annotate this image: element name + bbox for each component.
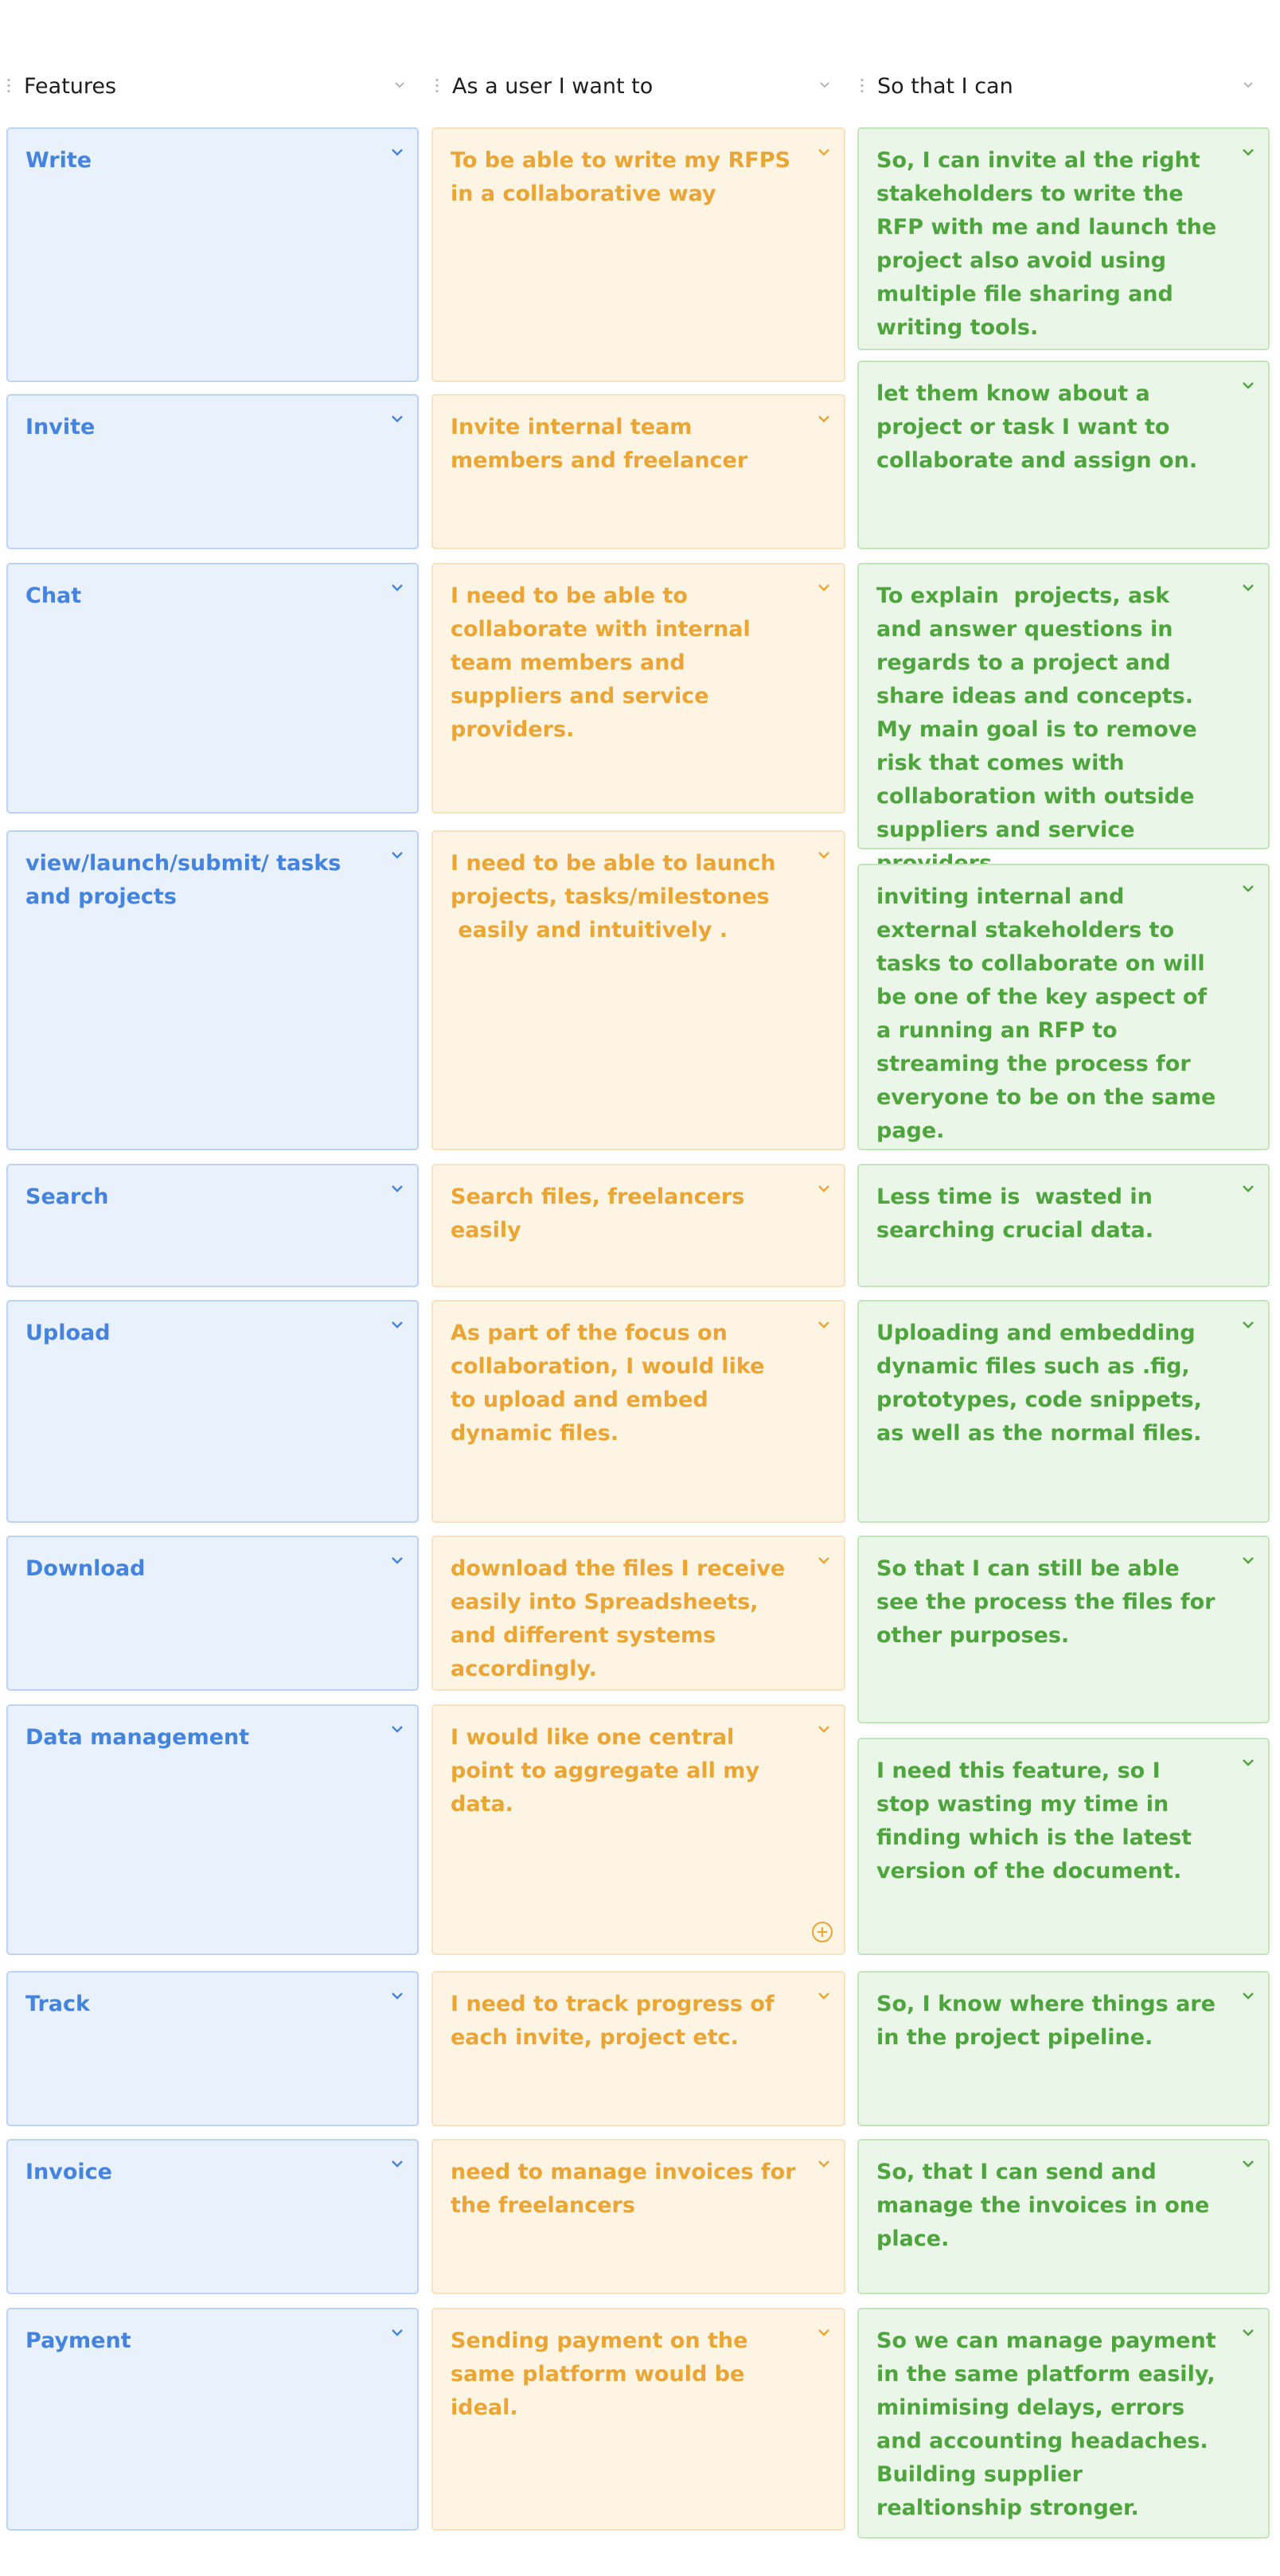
column-header-features[interactable]	[6, 68, 406, 103]
benefit-card-text: To explain projects, ask and answer questions in regards to a project and share ideas and concepts. My main goal is to remove risk that comes with collaboration with outside suppliers and service	[876, 584, 1197, 842]
chevron-down-icon[interactable]	[817, 413, 831, 424]
feature-card-text: Data management	[25, 1725, 250, 1750]
feature-card-text: Upload	[25, 1321, 111, 1345]
chevron-down-icon[interactable]	[1241, 380, 1255, 391]
benefit-card-text: I need this feature, so I stop wasting my time in finding which is the latest version of the document.	[876, 1758, 1200, 1883]
feature-card[interactable]	[6, 830, 419, 1150]
user-card-text: I need to track progress of each invite, project etc.	[451, 1992, 782, 2050]
feature-card-text: Track	[25, 1992, 90, 2016]
feature-card-text: Write	[25, 148, 92, 173]
user-card[interactable]	[431, 1536, 845, 1691]
feature-card[interactable]	[6, 127, 419, 382]
benefit-card[interactable]	[857, 2308, 1270, 2539]
benefit-card-text: So that I can still be able see the process the files for other purposes.	[876, 1556, 1223, 1648]
benefit-card[interactable]	[857, 1300, 1270, 1523]
benefit-card[interactable]	[857, 864, 1270, 1150]
benefit-card-text: inviting internal and external stakeholders to tasks to collaborate on will be one of the key aspect of a running an RFP to streaming the process for everyone to be on the same page.	[876, 884, 1223, 1143]
benefit-card-text: let them know about a project or task I want to collaborate and assign on.	[876, 381, 1198, 473]
feature-card[interactable]	[6, 2139, 419, 2294]
user-card-text: Invite internal team members and freelancer	[451, 415, 748, 473]
user-card-text: Search files, freelancers easily	[451, 1185, 752, 1243]
chevron-down-icon[interactable]	[1241, 1990, 1255, 2001]
benefit-card[interactable]	[857, 1164, 1270, 1287]
chevron-down-icon[interactable]	[390, 2327, 404, 2338]
benefit-card-text: So, that I can send and manage the invoices in one place.	[876, 2160, 1217, 2251]
benefit-card[interactable]	[857, 1738, 1270, 1955]
chevron-down-icon[interactable]	[817, 1319, 831, 1330]
chevron-down-icon[interactable]	[1241, 2158, 1255, 2169]
benefit-card-text: So we can manage payment in the same platform easily, minimising delays, errors and accounting headaches. Building supplier realtionship stronger.	[876, 2328, 1224, 2520]
chevron-down-icon[interactable]	[390, 1723, 404, 1735]
user-card-text: I would like one central point to aggregate all my data.	[451, 1725, 767, 1817]
user-card[interactable]	[431, 127, 845, 382]
feature-card-text: Search	[25, 1185, 109, 1209]
chevron-down-icon[interactable]	[1241, 1319, 1255, 1330]
chevron-down-icon[interactable]	[817, 2327, 831, 2338]
drag-handle-icon[interactable]	[6, 77, 11, 95]
benefit-card[interactable]	[857, 1971, 1270, 2126]
chevron-down-icon[interactable]	[818, 78, 831, 91]
chevron-down-icon[interactable]	[1241, 2327, 1255, 2338]
user-card[interactable]	[431, 2308, 845, 2531]
benefit-card-text: So, I know where things are in the project pipeline.	[876, 1992, 1223, 2050]
feature-card-text: Download	[25, 1556, 146, 1581]
chevron-down-icon[interactable]	[1241, 1757, 1255, 1768]
chevron-down-icon[interactable]	[1241, 1555, 1255, 1566]
benefit-card[interactable]	[857, 1536, 1270, 1723]
chevron-down-icon[interactable]	[390, 1555, 404, 1566]
user-card-text: download the files I receive easily into Spreadsheets, and different systems accordingly.	[451, 1556, 793, 1681]
benefit-card-text: So, I can invite al the right stakeholders to write the RFP with me and launch the project also avoid using multiple file sharing and writing tools.	[876, 148, 1224, 340]
column-header-user-wants[interactable]	[435, 68, 831, 103]
benefit-card[interactable]	[857, 2139, 1270, 2294]
user-card[interactable]	[431, 1971, 845, 2126]
benefit-card-text: Uploading and embedding dynamic files such as .fig, prototypes, code snippets, as well as the normal files.	[876, 1321, 1210, 1446]
chevron-down-icon[interactable]	[390, 2158, 404, 2169]
chevron-down-icon[interactable]	[1242, 78, 1255, 91]
feature-card-text: Invoice	[25, 2160, 112, 2184]
user-card-text: I need to be able to collaborate with internal team members and suppliers and service providers.	[451, 584, 759, 742]
user-card[interactable]	[431, 1704, 845, 1955]
chevron-down-icon[interactable]	[817, 582, 831, 593]
benefit-card-text: Less time is wasted in searching crucial data.	[876, 1185, 1161, 1243]
user-card-text: I need to be able to launch projects, tasks/milestones easily and intuitively .	[451, 851, 776, 943]
user-card-text: Sending payment on the same platform would be ideal.	[451, 2328, 755, 2420]
chevron-down-icon[interactable]	[817, 1723, 831, 1735]
feature-card-text: view/launch/submit/ tasks and projects	[25, 851, 349, 909]
feature-card-text: Invite	[25, 415, 96, 439]
feature-card[interactable]	[6, 1536, 419, 1691]
feature-card[interactable]	[6, 1704, 419, 1955]
column-title: So that I can	[877, 73, 1013, 99]
drag-handle-icon[interactable]	[860, 77, 864, 95]
chevron-down-icon[interactable]	[390, 582, 404, 593]
chevron-down-icon[interactable]	[390, 849, 404, 861]
user-card[interactable]	[431, 394, 845, 549]
user-card[interactable]	[431, 563, 845, 814]
chevron-down-icon[interactable]	[817, 849, 831, 861]
benefit-card[interactable]	[857, 563, 1270, 849]
chevron-down-icon[interactable]	[1241, 146, 1255, 158]
chevron-down-icon[interactable]	[817, 146, 831, 158]
chevron-down-icon[interactable]	[817, 1555, 831, 1566]
chevron-down-icon[interactable]	[817, 2158, 831, 2169]
feature-card-text: Payment	[25, 2328, 131, 2353]
feature-card[interactable]	[6, 394, 419, 549]
user-card[interactable]	[431, 2139, 845, 2294]
benefit-card[interactable]	[857, 361, 1270, 549]
chevron-down-icon[interactable]	[1241, 1183, 1255, 1194]
chevron-down-icon[interactable]	[1241, 582, 1255, 593]
user-card[interactable]	[431, 830, 845, 1150]
chevron-down-icon[interactable]	[1241, 883, 1255, 894]
feature-card[interactable]	[6, 1300, 419, 1523]
user-card[interactable]	[431, 1300, 845, 1523]
chevron-down-icon[interactable]	[390, 1183, 404, 1194]
feature-card-text: Chat	[25, 584, 82, 608]
user-card-text: need to manage invoices for the freelancers	[451, 2160, 803, 2218]
feature-card[interactable]	[6, 1971, 419, 2126]
chevron-down-icon[interactable]	[390, 1990, 404, 2001]
benefit-card[interactable]	[857, 127, 1270, 350]
feature-card[interactable]	[6, 2308, 419, 2531]
chevron-down-icon[interactable]	[393, 78, 406, 91]
chevron-down-icon[interactable]	[817, 1183, 831, 1194]
chevron-down-icon[interactable]	[817, 1990, 831, 2001]
user-card-text: As part of the focus on collaboration, I would like to upload and embed dynamic files.	[451, 1321, 772, 1446]
chevron-down-icon[interactable]	[390, 413, 404, 424]
column-header-so-that[interactable]	[860, 68, 1255, 103]
feature-card[interactable]	[6, 563, 419, 814]
column-title: As a user I want to	[452, 73, 654, 99]
drag-handle-icon[interactable]	[435, 77, 439, 95]
add-item-icon[interactable]	[810, 1920, 834, 1944]
chevron-down-icon[interactable]	[390, 1319, 404, 1330]
chevron-down-icon[interactable]	[390, 146, 404, 158]
column-title: Features	[24, 73, 117, 99]
feature-card[interactable]	[6, 1164, 419, 1287]
user-card[interactable]	[431, 1164, 845, 1287]
user-card-text: To be able to write my RFPS in a collaborative way	[451, 148, 798, 206]
